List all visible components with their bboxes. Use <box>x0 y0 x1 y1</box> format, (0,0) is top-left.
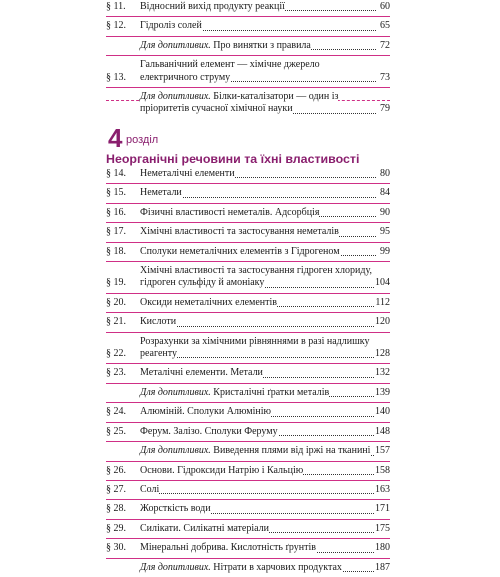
toc-entry[interactable] <box>106 243 390 262</box>
toc-entry[interactable] <box>106 204 390 223</box>
section-title: Хімічні властивості та застосування неметалів <box>140 226 339 238</box>
toc-entry[interactable] <box>106 500 390 519</box>
section-title: Солі <box>140 483 160 495</box>
section-title: Хімічні властивості та застосування гідроген хлориду, гідроген сульфіду й амоніаку <box>140 265 372 289</box>
section-title: Виведення плями від іржі на тканині <box>213 445 371 457</box>
page-number: 148 <box>375 425 390 437</box>
section-number: § 12. <box>106 20 126 32</box>
section-title: Жорсткість води <box>140 503 211 515</box>
section-number: § 25. <box>106 425 126 437</box>
page-number: 187 <box>375 561 390 573</box>
toc-entry[interactable] <box>106 313 390 332</box>
page-number: 180 <box>375 542 390 554</box>
section-title: Про винятки з правила <box>213 39 311 51</box>
section-number: § 21. <box>106 316 126 328</box>
section-title: Фізичні властивості неметалів. Адсорбція <box>140 206 320 218</box>
page-number: 163 <box>375 483 390 495</box>
page-number: 158 <box>375 464 390 476</box>
section-number: § 18. <box>106 245 126 257</box>
section-title: Неметалічні елементи <box>140 168 235 179</box>
section-title: Металічні елементи. Метали <box>140 367 263 379</box>
toc-extra-entry[interactable] <box>106 559 390 577</box>
section-number: § 26. <box>106 464 126 476</box>
toc-entry[interactable] <box>106 403 390 422</box>
section-number: § 23. <box>106 367 126 379</box>
section-title: Алюміній. Сполуки Алюмінію <box>140 406 271 418</box>
page-number: 99 <box>380 245 390 257</box>
extra-label: Для допитливих. <box>140 445 211 457</box>
toc-extra-entry[interactable] <box>106 37 390 56</box>
toc-entry[interactable] <box>106 481 390 500</box>
page-number: 140 <box>375 406 390 418</box>
toc-entry[interactable] <box>106 56 390 88</box>
section-number: § 24. <box>106 406 126 418</box>
section-number: § 29. <box>106 522 126 534</box>
toc-entry[interactable] <box>106 462 390 481</box>
toc-entry[interactable] <box>106 423 390 442</box>
section-title: Силікати. Силікатні матеріали <box>140 522 269 534</box>
toc-entry[interactable] <box>106 333 390 365</box>
section-number: § 27. <box>106 483 126 495</box>
section-title: Ферум. Залізо. Сполуки Феруму <box>140 425 278 437</box>
toc-extra-entry[interactable] <box>106 88 390 119</box>
section-title: Неметали <box>140 187 182 199</box>
extra-label: Для допитливих. <box>140 39 211 51</box>
page-number: 79 <box>380 103 390 115</box>
section-title: Мінеральні добрива. Кислотність ґрунтів <box>140 542 317 554</box>
page-number: 157 <box>375 445 390 457</box>
page-number: 104 <box>375 277 390 289</box>
toc-list <box>106 165 390 577</box>
section-number: § 30. <box>106 542 126 554</box>
toc-top-block <box>106 0 390 119</box>
section-title: Гальванічний елемент — хімічне джерело електричного струму <box>140 59 320 83</box>
toc-entry[interactable] <box>106 223 390 242</box>
section-number: § 15. <box>106 187 126 199</box>
section-title: Розрахунки за хімічними рівняннями в разі надлишку реагенту <box>140 335 370 360</box>
section-number: § 20. <box>106 296 126 308</box>
toc-entry[interactable] <box>106 262 390 294</box>
toc-entry[interactable] <box>106 364 390 383</box>
chapter-number: 4 <box>108 123 123 153</box>
section-number: § 22. <box>106 348 126 360</box>
section-number: § 19. <box>106 277 126 289</box>
section-number: § 13. <box>106 71 126 83</box>
section-title: Білки-каталізатори — один із пріоритетів сучасної хімічної науки <box>140 91 339 115</box>
toc-entry[interactable] <box>106 184 390 203</box>
page-number: 65 <box>380 20 390 32</box>
toc-entry[interactable] <box>106 17 390 36</box>
page-number: 120 <box>375 316 390 328</box>
extra-label: Для допитливих. <box>140 91 211 103</box>
section-title: Кислоти <box>140 316 177 328</box>
page-number: 80 <box>380 168 390 179</box>
page-number: 84 <box>380 187 390 199</box>
page-number: 139 <box>375 386 390 398</box>
toc-entry[interactable] <box>106 539 390 558</box>
section-title: Оксиди неметалічних елементів <box>140 296 277 308</box>
section-number: § 17. <box>106 226 126 238</box>
chapter-word: розділ <box>126 134 159 146</box>
page-number: 112 <box>375 296 390 308</box>
section-number: § 14. <box>106 168 126 179</box>
section-title: Гідроліз солей <box>140 20 202 32</box>
page-number: 171 <box>375 503 390 515</box>
section-title: Сполуки неметалічних елементів з Гідрогеном <box>140 245 340 257</box>
page-number: 128 <box>375 348 390 360</box>
toc-entry[interactable] <box>106 0 390 17</box>
section-title: Основи. Гідроксиди Натрію і Кальцію <box>140 464 304 476</box>
toc-extra-entry[interactable] <box>106 442 390 461</box>
section-title: Відносний вихід продукту реакції <box>140 1 285 12</box>
extra-label: Для допитливих. <box>140 386 211 398</box>
toc-extra-entry[interactable] <box>106 384 390 403</box>
toc-entry[interactable] <box>106 165 390 184</box>
toc-entry[interactable] <box>106 294 390 313</box>
section-title: Нітрати в харчових продуктах <box>213 561 342 573</box>
extra-label: Для допитливих. <box>140 561 211 573</box>
page-number: 73 <box>380 71 390 83</box>
page-number: 95 <box>380 226 390 238</box>
toc-entry[interactable] <box>106 520 390 539</box>
section-title: Кристалічні ґратки металів <box>213 386 330 398</box>
section-number: § 28. <box>106 503 126 515</box>
page-number: 72 <box>380 39 390 51</box>
chapter-title: Неорганічні речовини та їхні властивості <box>106 152 360 166</box>
section-number: § 11. <box>106 1 126 12</box>
page-number: 90 <box>380 206 390 218</box>
page-number: 132 <box>375 367 390 379</box>
section-number: § 16. <box>106 206 126 218</box>
page-number: 60 <box>380 1 390 12</box>
page-number: 175 <box>375 522 390 534</box>
